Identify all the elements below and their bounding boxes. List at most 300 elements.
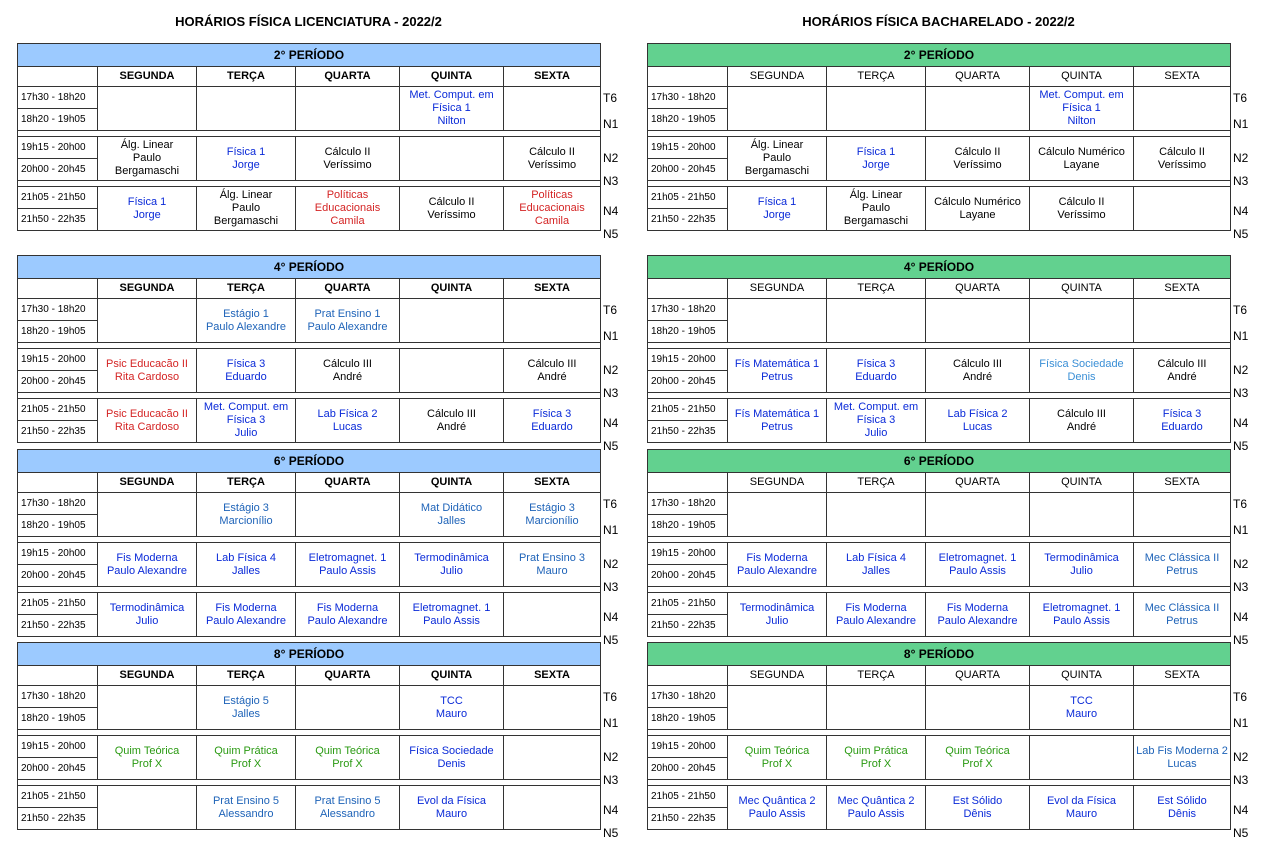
course-cell: [827, 299, 926, 343]
course-cell: [728, 299, 827, 343]
day-header: QUARTA: [296, 279, 400, 299]
day-header: QUARTA: [296, 473, 400, 493]
course-cell: Fis Moderna Paulo Alexandre: [296, 593, 400, 637]
course-cell: Física Sociedade Denis: [400, 736, 504, 780]
day-header: SEXTA: [504, 279, 601, 299]
slot-code: N1: [603, 523, 619, 537]
course-cell: Física 1 Jorge: [728, 187, 827, 231]
table-row: [648, 399, 1231, 421]
slot-code: N3: [1233, 580, 1249, 594]
slot-code: N4: [1233, 803, 1249, 817]
course-cell: [728, 87, 827, 131]
course-cell: Física 1 Jorge: [197, 137, 296, 181]
course-cell: [1030, 736, 1134, 780]
course-cell: Psic Educacão II Rita Cardoso: [98, 349, 197, 393]
bacharelado-title: HORÁRIOS FÍSICA BACHARELADO - 2022/2: [802, 14, 1075, 29]
time-header-cell: [18, 666, 98, 686]
course-cell: [504, 299, 601, 343]
day-header: QUINTA: [400, 67, 504, 87]
slot-code: N1: [1233, 117, 1249, 131]
course-cell: Eletromagnet. 1 Paulo Assis: [926, 543, 1030, 587]
course-cell: Met. Comput. em Física 1 Nilton: [1030, 87, 1134, 131]
course-cell: Cálculo III André: [400, 399, 504, 443]
course-cell: [400, 299, 504, 343]
slot-code: T6: [1233, 91, 1248, 105]
table-row: [648, 786, 1231, 808]
time-slot: 21h50 - 22h35: [648, 421, 728, 443]
course-cell: [827, 686, 926, 730]
course-cell: Cálculo III André: [1030, 399, 1134, 443]
time-slot: 17h30 - 18h20: [648, 299, 728, 321]
course-cell: Lab Física 4 Jalles: [197, 543, 296, 587]
course-cell: Evol da Física Mauro: [1030, 786, 1134, 830]
course-cell: Lab Fis Moderna 2 Lucas: [1134, 736, 1231, 780]
time-slot: 18h20 - 19h05: [18, 515, 98, 537]
time-slot: 18h20 - 19h05: [648, 321, 728, 343]
course-cell: Políticas Educacionais Camila: [296, 187, 400, 231]
time-header-cell: [648, 473, 728, 493]
course-cell: Est Sólido Dênis: [926, 786, 1030, 830]
period-header: 6° PERÍODO: [18, 450, 601, 473]
slot-code: N1: [603, 117, 619, 131]
course-cell: Quim Prática Prof X: [197, 736, 296, 780]
day-header: QUINTA: [1030, 666, 1134, 686]
course-cell: Lab Física 2 Lucas: [926, 399, 1030, 443]
slot-code: N2: [603, 557, 619, 571]
time-slot: 20h00 - 20h45: [648, 565, 728, 587]
period-header: 2° PERÍODO: [648, 44, 1231, 67]
slot-code: T6: [1233, 303, 1248, 317]
table-row: [18, 736, 601, 758]
table-row: [18, 399, 601, 421]
course-cell: [1134, 299, 1231, 343]
day-header: TERÇA: [827, 67, 926, 87]
course-cell: Est Sólido Dênis: [1134, 786, 1231, 830]
course-cell: [1134, 187, 1231, 231]
course-cell: Cálculo II Veríssimo: [400, 187, 504, 231]
slot-code: N3: [1233, 773, 1249, 787]
course-cell: Mec Quântica 2 Paulo Assis: [827, 786, 926, 830]
course-cell: Eletromagnet. 1 Paulo Assis: [400, 593, 504, 637]
time-slot: 21h50 - 22h35: [648, 209, 728, 231]
slot-code: N3: [1233, 386, 1249, 400]
day-header: SEGUNDA: [98, 473, 197, 493]
time-slot: 20h00 - 20h45: [18, 758, 98, 780]
course-cell: [98, 686, 197, 730]
course-cell: Estágio 1 Paulo Alexandre: [197, 299, 296, 343]
slot-code: N5: [603, 633, 619, 647]
course-cell: Prat Ensino 5 Alessandro: [197, 786, 296, 830]
course-cell: [504, 686, 601, 730]
lic-period-3-table: [17, 449, 601, 637]
day-header: TERÇA: [827, 473, 926, 493]
course-cell: Mat Didático Jalles: [400, 493, 504, 537]
period-header: 8° PERÍODO: [18, 643, 601, 666]
course-cell: Met. Comput. em Física 3 Julio: [197, 399, 296, 443]
time-slot: 20h00 - 20h45: [18, 371, 98, 393]
day-header: TERÇA: [197, 279, 296, 299]
day-header: QUINTA: [1030, 279, 1134, 299]
course-cell: Física Sociedade Denis: [1030, 349, 1134, 393]
day-header: SEGUNDA: [728, 473, 827, 493]
time-slot: 21h05 - 21h50: [648, 399, 728, 421]
slot-code: T6: [603, 690, 618, 704]
slot-code: N5: [603, 826, 619, 840]
slot-code: N4: [1233, 610, 1249, 624]
course-cell: [827, 87, 926, 131]
table-row: [648, 543, 1231, 565]
slot-code: N4: [603, 610, 619, 624]
slot-code: N2: [1233, 750, 1249, 764]
day-header: TERÇA: [827, 279, 926, 299]
course-cell: Prat Ensino 1 Paulo Alexandre: [296, 299, 400, 343]
slot-code: N5: [1233, 227, 1249, 241]
slot-code: N3: [603, 580, 619, 594]
time-slot: 21h50 - 22h35: [18, 808, 98, 830]
course-cell: Cálculo Numérico Layane: [1030, 137, 1134, 181]
day-header: SEGUNDA: [98, 279, 197, 299]
course-cell: Estágio 5 Jalles: [197, 686, 296, 730]
time-slot: 21h50 - 22h35: [18, 421, 98, 443]
time-slot: 20h00 - 20h45: [18, 565, 98, 587]
time-slot: 19h15 - 20h00: [18, 349, 98, 371]
time-slot: 21h50 - 22h35: [18, 615, 98, 637]
course-cell: Psic Educacão II Rita Cardoso: [98, 399, 197, 443]
table-row: [18, 593, 601, 615]
time-slot: 20h00 - 20h45: [648, 371, 728, 393]
course-cell: [926, 87, 1030, 131]
table-row: [648, 299, 1231, 321]
time-slot: 19h15 - 20h00: [648, 137, 728, 159]
slot-code: N1: [1233, 329, 1249, 343]
course-cell: [926, 493, 1030, 537]
time-slot: 21h05 - 21h50: [18, 593, 98, 615]
course-cell: Cálculo III André: [296, 349, 400, 393]
course-cell: [1030, 299, 1134, 343]
time-header-cell: [648, 666, 728, 686]
course-cell: Quim Teórica Prof X: [926, 736, 1030, 780]
course-cell: [1134, 87, 1231, 131]
day-header: SEXTA: [504, 473, 601, 493]
time-slot: 17h30 - 18h20: [18, 493, 98, 515]
time-slot: 18h20 - 19h05: [18, 321, 98, 343]
time-header-cell: [18, 67, 98, 87]
course-cell: Cálculo Numérico Layane: [926, 187, 1030, 231]
course-cell: Mec Clássica II Petrus: [1134, 543, 1231, 587]
course-cell: [504, 593, 601, 637]
slot-code: N4: [1233, 204, 1249, 218]
course-cell: [926, 686, 1030, 730]
course-cell: Cálculo II Veríssimo: [504, 137, 601, 181]
course-cell: Fis Moderna Paulo Alexandre: [728, 543, 827, 587]
time-slot: 19h15 - 20h00: [648, 736, 728, 758]
slot-code: T6: [1233, 690, 1248, 704]
table-row: [648, 593, 1231, 615]
course-cell: Cálculo II Veríssimo: [1134, 137, 1231, 181]
slot-code: N4: [603, 204, 619, 218]
day-header: SEGUNDA: [98, 67, 197, 87]
time-slot: 21h50 - 22h35: [648, 615, 728, 637]
table-row: [18, 137, 601, 159]
course-cell: [400, 137, 504, 181]
course-cell: [98, 786, 197, 830]
course-cell: [926, 299, 1030, 343]
period-header: 2° PERÍODO: [18, 44, 601, 67]
slot-code: N4: [603, 803, 619, 817]
course-cell: Met. Comput. em Física 3 Julio: [827, 399, 926, 443]
course-cell: Fís Matemática 1 Petrus: [728, 349, 827, 393]
course-cell: Fis Moderna Paulo Alexandre: [98, 543, 197, 587]
course-cell: [504, 736, 601, 780]
course-cell: Termodinâmica Julio: [400, 543, 504, 587]
table-row: [648, 493, 1231, 515]
time-slot: 19h15 - 20h00: [18, 736, 98, 758]
table-row: [648, 349, 1231, 371]
time-slot: 19h15 - 20h00: [18, 543, 98, 565]
time-slot: 18h20 - 19h05: [648, 515, 728, 537]
slot-code: N2: [603, 363, 619, 377]
time-slot: 20h00 - 20h45: [18, 159, 98, 181]
slot-code: N1: [603, 716, 619, 730]
time-slot: 21h05 - 21h50: [18, 187, 98, 209]
slot-code: N3: [1233, 174, 1249, 188]
course-cell: Evol da Física Mauro: [400, 786, 504, 830]
slot-code: N3: [603, 174, 619, 188]
table-row: [18, 187, 601, 209]
day-header: SEGUNDA: [98, 666, 197, 686]
table-row: [18, 686, 601, 708]
time-slot: 18h20 - 19h05: [648, 109, 728, 131]
time-slot: 17h30 - 18h20: [648, 686, 728, 708]
slot-code: N2: [603, 750, 619, 764]
time-slot: 19h15 - 20h00: [18, 137, 98, 159]
course-cell: Quim Teórica Prof X: [728, 736, 827, 780]
slot-code: N2: [603, 151, 619, 165]
course-cell: [400, 349, 504, 393]
course-cell: Quim Teórica Prof X: [98, 736, 197, 780]
period-header: 6° PERÍODO: [648, 450, 1231, 473]
time-slot: 21h05 - 21h50: [18, 786, 98, 808]
course-cell: Lab Física 2 Lucas: [296, 399, 400, 443]
slot-code: N3: [603, 386, 619, 400]
day-header: QUINTA: [400, 473, 504, 493]
day-header: SEXTA: [1134, 666, 1231, 686]
day-header: SEXTA: [1134, 67, 1231, 87]
course-cell: [197, 87, 296, 131]
slot-code: N1: [603, 329, 619, 343]
course-cell: [296, 493, 400, 537]
lic-period-2-table: [17, 255, 601, 443]
bac-period-4-table: [647, 642, 1231, 830]
course-cell: Cálculo III André: [504, 349, 601, 393]
slot-code: T6: [603, 303, 618, 317]
table-row: [648, 187, 1231, 209]
course-cell: Física 3 Eduardo: [827, 349, 926, 393]
day-header: TERÇA: [197, 666, 296, 686]
course-cell: Quim Teórica Prof X: [296, 736, 400, 780]
slot-code: N4: [1233, 416, 1249, 430]
day-header: TERÇA: [827, 666, 926, 686]
course-cell: TCC Mauro: [400, 686, 504, 730]
time-slot: 20h00 - 20h45: [648, 159, 728, 181]
table-row: [18, 786, 601, 808]
slot-code: N5: [603, 227, 619, 241]
day-header: QUARTA: [296, 666, 400, 686]
course-cell: Física 3 Eduardo: [1134, 399, 1231, 443]
day-header: QUINTA: [1030, 473, 1134, 493]
slot-code: N4: [603, 416, 619, 430]
time-slot: 17h30 - 18h20: [18, 299, 98, 321]
slot-code: N5: [1233, 633, 1249, 647]
slot-code: N1: [1233, 716, 1249, 730]
day-header: TERÇA: [197, 473, 296, 493]
table-row: [18, 493, 601, 515]
course-cell: Met. Comput. em Física 1 Nilton: [400, 87, 504, 131]
time-slot: 18h20 - 19h05: [18, 109, 98, 131]
course-cell: Cálculo II Veríssimo: [296, 137, 400, 181]
day-header: SEXTA: [1134, 279, 1231, 299]
course-cell: Álg. Linear Paulo Bergamaschi: [827, 187, 926, 231]
period-header: 4° PERÍODO: [18, 256, 601, 279]
course-cell: Física 1 Jorge: [827, 137, 926, 181]
course-cell: Termodinâmica Julio: [98, 593, 197, 637]
day-header: QUARTA: [926, 279, 1030, 299]
licenciatura-title: HORÁRIOS FÍSICA LICENCIATURA - 2022/2: [175, 14, 442, 29]
day-header: QUINTA: [400, 279, 504, 299]
course-cell: Fis Moderna Paulo Alexandre: [926, 593, 1030, 637]
slot-code: N1: [1233, 523, 1249, 537]
course-cell: Física 1 Jorge: [98, 187, 197, 231]
course-cell: Álg. Linear Paulo Bergamaschi: [197, 187, 296, 231]
table-row: [648, 87, 1231, 109]
slot-code: N2: [1233, 363, 1249, 377]
course-cell: [98, 299, 197, 343]
course-cell: Termodinâmica Julio: [1030, 543, 1134, 587]
time-slot: 21h50 - 22h35: [648, 808, 728, 830]
course-cell: Estágio 3 Marcionílio: [504, 493, 601, 537]
time-slot: 18h20 - 19h05: [648, 708, 728, 730]
slot-code: N5: [603, 439, 619, 453]
course-cell: Álg. Linear Paulo Bergamaschi: [728, 137, 827, 181]
course-cell: [1030, 493, 1134, 537]
course-cell: Fis Moderna Paulo Alexandre: [827, 593, 926, 637]
course-cell: Prat Ensino 5 Alessandro: [296, 786, 400, 830]
day-header: SEXTA: [504, 67, 601, 87]
course-cell: TCC Mauro: [1030, 686, 1134, 730]
lic-period-1-table: [17, 43, 601, 231]
course-cell: Cálculo III André: [926, 349, 1030, 393]
table-row: [648, 736, 1231, 758]
course-cell: Políticas Educacionais Camila: [504, 187, 601, 231]
course-cell: [1134, 493, 1231, 537]
slot-code: T6: [1233, 497, 1248, 511]
course-cell: Prat Ensino 3 Mauro: [504, 543, 601, 587]
course-cell: [98, 87, 197, 131]
time-header-cell: [648, 279, 728, 299]
table-row: [18, 299, 601, 321]
slot-code: N3: [603, 773, 619, 787]
slot-code: N5: [1233, 439, 1249, 453]
time-slot: 21h05 - 21h50: [648, 187, 728, 209]
slot-code: N5: [1233, 826, 1249, 840]
course-cell: [98, 493, 197, 537]
day-header: SEXTA: [1134, 473, 1231, 493]
time-slot: 19h15 - 20h00: [648, 349, 728, 371]
course-cell: Fis Moderna Paulo Alexandre: [197, 593, 296, 637]
day-header: SEGUNDA: [728, 67, 827, 87]
course-cell: Física 3 Eduardo: [197, 349, 296, 393]
slot-code: N2: [1233, 151, 1249, 165]
day-header: QUINTA: [1030, 67, 1134, 87]
period-header: 8° PERÍODO: [648, 643, 1231, 666]
bac-period-1-table: [647, 43, 1231, 231]
course-cell: Cálculo III André: [1134, 349, 1231, 393]
course-cell: Termodinâmica Julio: [728, 593, 827, 637]
time-slot: 21h05 - 21h50: [648, 786, 728, 808]
day-header: QUARTA: [926, 67, 1030, 87]
day-header: TERÇA: [197, 67, 296, 87]
period-header: 4° PERÍODO: [648, 256, 1231, 279]
table-row: [18, 349, 601, 371]
table-row: [18, 543, 601, 565]
time-slot: 17h30 - 18h20: [648, 87, 728, 109]
day-header: SEGUNDA: [728, 279, 827, 299]
course-cell: Eletromagnet. 1 Paulo Assis: [1030, 593, 1134, 637]
course-cell: [296, 87, 400, 131]
course-cell: [728, 686, 827, 730]
course-cell: [296, 686, 400, 730]
course-cell: Mec Quântica 2 Paulo Assis: [728, 786, 827, 830]
bac-period-2-table: [647, 255, 1231, 443]
course-cell: [504, 786, 601, 830]
course-cell: Cálculo II Veríssimo: [926, 137, 1030, 181]
day-header: QUINTA: [400, 666, 504, 686]
day-header: SEXTA: [504, 666, 601, 686]
time-header-cell: [648, 67, 728, 87]
bac-period-3-table: [647, 449, 1231, 637]
lic-period-4-table: [17, 642, 601, 830]
time-slot: 21h05 - 21h50: [648, 593, 728, 615]
course-cell: Física 3 Eduardo: [504, 399, 601, 443]
table-row: [18, 87, 601, 109]
day-header: SEGUNDA: [728, 666, 827, 686]
slot-code: N2: [1233, 557, 1249, 571]
course-cell: [827, 493, 926, 537]
course-cell: [728, 493, 827, 537]
time-slot: 21h50 - 22h35: [18, 209, 98, 231]
slot-code: T6: [603, 497, 618, 511]
time-slot: 17h30 - 18h20: [18, 87, 98, 109]
course-cell: Eletromagnet. 1 Paulo Assis: [296, 543, 400, 587]
course-cell: Lab Física 4 Jalles: [827, 543, 926, 587]
time-header-cell: [18, 279, 98, 299]
course-cell: [504, 87, 601, 131]
table-row: [648, 686, 1231, 708]
course-cell: Estágio 3 Marcionílio: [197, 493, 296, 537]
table-row: [648, 137, 1231, 159]
course-cell: Cálculo II Veríssimo: [1030, 187, 1134, 231]
time-slot: 17h30 - 18h20: [648, 493, 728, 515]
time-slot: 20h00 - 20h45: [648, 758, 728, 780]
time-header-cell: [18, 473, 98, 493]
day-header: QUARTA: [926, 666, 1030, 686]
time-slot: 18h20 - 19h05: [18, 708, 98, 730]
day-header: QUARTA: [926, 473, 1030, 493]
course-cell: Quim Prática Prof X: [827, 736, 926, 780]
slot-code: T6: [603, 91, 618, 105]
course-cell: [1134, 686, 1231, 730]
time-slot: 17h30 - 18h20: [18, 686, 98, 708]
